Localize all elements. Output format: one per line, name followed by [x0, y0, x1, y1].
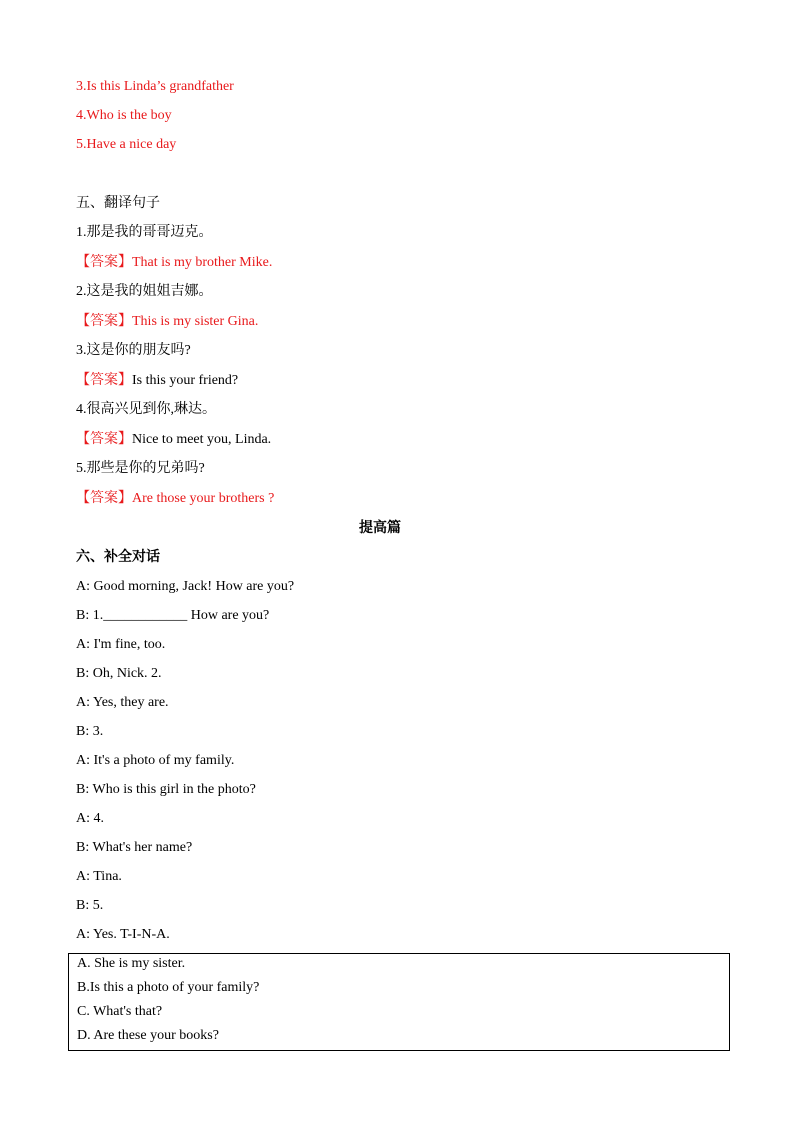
answer-text: Is this your friend?	[132, 373, 239, 388]
answer-text: Are those your brothers ?	[132, 491, 275, 506]
answer-tag: 【答案】	[76, 314, 132, 329]
translation-question-2: 2.这是我的姐姐吉娜。	[76, 284, 213, 299]
answer-line-4: 4.Who is the boy	[76, 108, 172, 123]
dialogue-line: B: 3.	[76, 724, 104, 739]
dialogue-line: B: Who is this girl in the photo?	[76, 782, 256, 797]
translation-answer-1	[76, 254, 272, 272]
dialogue-line: A: It's a photo of my family.	[76, 753, 235, 768]
translation-question-4: 4.很高兴见到你,琳达。	[76, 402, 216, 417]
options-box	[68, 953, 730, 1051]
translation-answer-4	[76, 431, 271, 449]
option-d: D. Are these your books?	[77, 1028, 219, 1043]
dialogue-line: A: I'm fine, too.	[76, 637, 166, 652]
dialogue-line: A: Yes, they are.	[76, 695, 169, 710]
dialogue-line: B: Oh, Nick. 2.	[76, 666, 162, 681]
answer-text: This is my sister Gina.	[132, 314, 259, 329]
translation-question-1: 1.那是我的哥哥迈克。	[76, 225, 213, 240]
section-five-title: 五、翻译句子	[76, 196, 160, 211]
dialogue-line: A: 4.	[76, 811, 104, 826]
translation-question-5: 5.那些是你的兄弟吗?	[76, 461, 205, 476]
advanced-heading: 提高篇	[359, 521, 401, 536]
dialogue-line: B: What's her name?	[76, 840, 193, 855]
answer-tag: 【答案】	[76, 255, 132, 270]
translation-question-3: 3.这是你的朋友吗?	[76, 343, 191, 358]
answer-tag: 【答案】	[76, 373, 132, 388]
answer-text: That is my brother Mike.	[132, 255, 273, 270]
answer-text: Nice to meet you, Linda.	[132, 432, 272, 447]
answer-tag: 【答案】	[76, 491, 132, 506]
dialogue-line: A: Good morning, Jack! How are you?	[76, 579, 295, 594]
answer-line-3: 3.Is this Linda’s grandfather	[76, 79, 234, 94]
option-c: C. What's that?	[77, 1004, 163, 1019]
dialogue-line: B: 5.	[76, 898, 104, 913]
answer-tag: 【答案】	[76, 432, 132, 447]
section-six-title: 六、补全对话	[76, 550, 160, 565]
translation-answer-2	[76, 313, 258, 331]
dialogue-line: B: 1.____________ How are you?	[76, 608, 270, 623]
answer-line-5: 5.Have a nice day	[76, 137, 177, 152]
option-b: B.Is this a photo of your family?	[77, 980, 260, 995]
translation-answer-3	[76, 372, 238, 390]
translation-answer-5	[76, 490, 274, 508]
dialogue-line: A: Tina.	[76, 869, 122, 884]
option-a: A. She is my sister.	[77, 956, 186, 971]
dialogue-line: A: Yes. T-I-N-A.	[76, 927, 170, 942]
